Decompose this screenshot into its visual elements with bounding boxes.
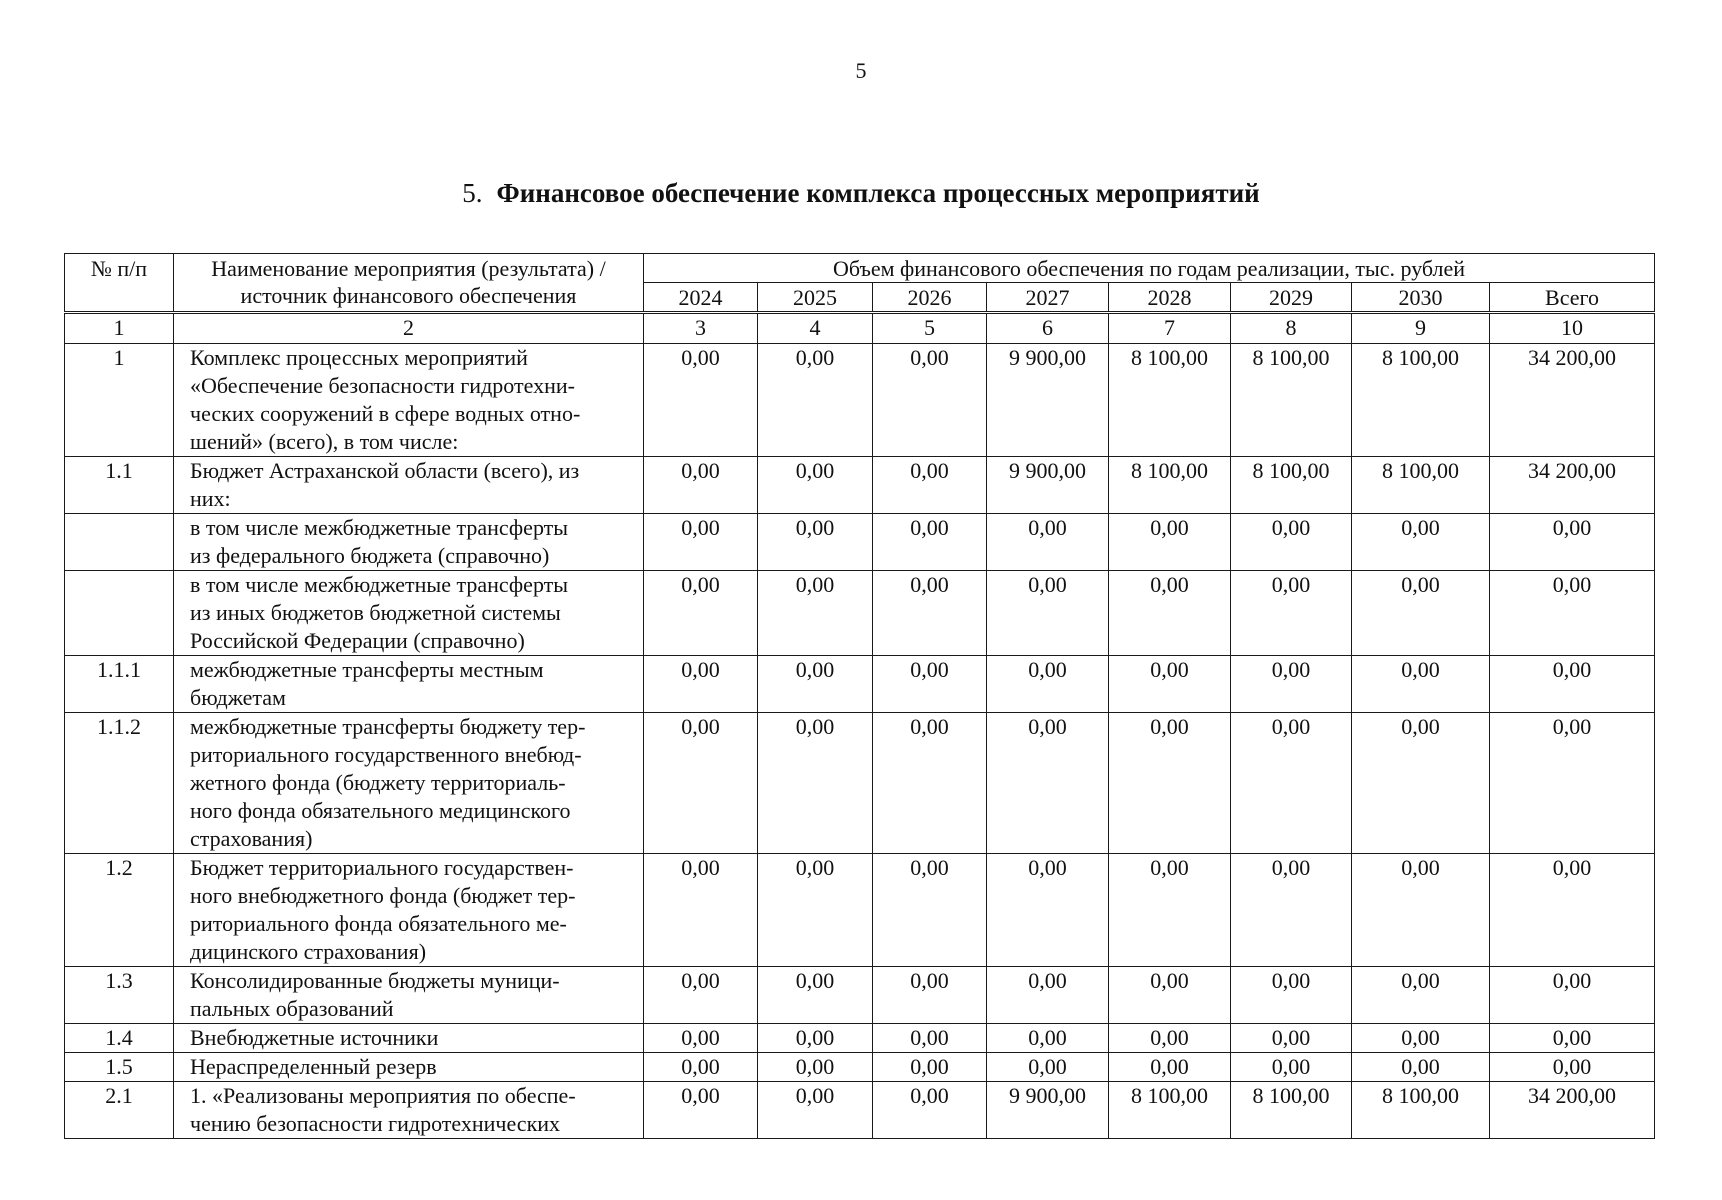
row-year-value: 8 100,00 (1352, 457, 1490, 514)
table-row (65, 713, 1655, 854)
row-year-value: 0,00 (873, 713, 987, 854)
table-row (65, 854, 1655, 967)
row-year-value: 0,00 (1109, 571, 1231, 656)
table-row (65, 1082, 1655, 1139)
row-name (174, 967, 644, 1024)
row-number: 2.1 (65, 1082, 174, 1139)
row-number: 1.2 (65, 854, 174, 967)
row-name-line: ного внебюджетного фонда (бюджет тер- (190, 883, 576, 908)
row-name (174, 571, 644, 656)
header-year: 2030 (1352, 283, 1490, 313)
table-body (65, 313, 1655, 1139)
row-year-value: 0,00 (873, 571, 987, 656)
row-year-value: 0,00 (987, 571, 1109, 656)
row-name-line: Консолидированные бюджеты муници- (190, 968, 560, 993)
row-year-value: 0,00 (987, 854, 1109, 967)
row-year-value: 0,00 (1109, 656, 1231, 713)
row-name-line: межбюджетные трансферты бюджету тер- (190, 714, 586, 739)
column-number: 7 (1109, 313, 1231, 344)
row-year-value: 0,00 (758, 571, 873, 656)
row-name-line: Бюджет территориального государствен- (190, 855, 574, 880)
row-name-line: Комплекс процессных мероприятий (190, 345, 528, 370)
row-name-line: из федерального бюджета (справочно) (190, 543, 550, 568)
page-number: 5 (855, 58, 867, 83)
table-row (65, 1053, 1655, 1082)
header-name-line: источник финансового обеспечения (240, 283, 577, 308)
row-name-line: страхования) (190, 826, 313, 851)
row-year-value: 0,00 (644, 457, 758, 514)
row-year-value: 0,00 (873, 1053, 987, 1082)
column-number: 3 (644, 313, 758, 344)
row-year-value: 0,00 (987, 713, 1109, 854)
row-number: 1.3 (65, 967, 174, 1024)
row-year-value: 8 100,00 (1231, 1082, 1352, 1139)
row-total-value: 34 200,00 (1490, 1082, 1655, 1139)
column-number: 5 (873, 313, 987, 344)
row-name-line: ческих сооружений в сфере водных отно- (190, 401, 581, 426)
row-number (65, 514, 174, 571)
row-year-value: 0,00 (1109, 1053, 1231, 1082)
row-year-value: 0,00 (987, 656, 1109, 713)
row-name-line: них: (190, 486, 231, 511)
row-name (174, 1082, 644, 1139)
row-year-value: 0,00 (644, 571, 758, 656)
section-title-text: Финансовое обеспечение комплекса процессных мероприятий (496, 178, 1260, 208)
row-name-line: риториального государственного внебюд- (190, 742, 582, 767)
column-number: 8 (1231, 313, 1352, 344)
row-year-value: 0,00 (758, 713, 873, 854)
row-year-value: 0,00 (873, 1024, 987, 1053)
section-title (0, 178, 1722, 209)
row-year-value: 0,00 (873, 514, 987, 571)
row-name-line: межбюджетные трансферты местным (190, 657, 544, 682)
row-number: 1.4 (65, 1024, 174, 1053)
row-year-value: 0,00 (873, 854, 987, 967)
row-name-line: в том числе межбюджетные трансферты (190, 515, 569, 540)
column-number: 2 (174, 313, 644, 344)
row-year-value: 8 100,00 (1352, 1082, 1490, 1139)
column-number: 1 (65, 313, 174, 344)
row-name (174, 457, 644, 514)
row-year-value: 0,00 (1231, 514, 1352, 571)
row-year-value: 8 100,00 (1231, 457, 1352, 514)
row-year-value: 0,00 (1352, 1024, 1490, 1053)
row-year-value: 0,00 (1231, 713, 1352, 854)
table-row (65, 457, 1655, 514)
row-year-value: 0,00 (873, 967, 987, 1024)
row-year-value: 0,00 (1109, 967, 1231, 1024)
row-year-value: 0,00 (1231, 571, 1352, 656)
row-number: 1 (65, 344, 174, 457)
row-year-value: 0,00 (873, 656, 987, 713)
column-number: 4 (758, 313, 873, 344)
row-year-value: 0,00 (1352, 967, 1490, 1024)
row-total-value: 0,00 (1490, 967, 1655, 1024)
row-year-value: 0,00 (1231, 854, 1352, 967)
row-year-value: 0,00 (873, 1082, 987, 1139)
row-name-line: дицинского страхования) (190, 939, 427, 964)
row-year-value: 0,00 (758, 457, 873, 514)
header-year: 2024 (644, 283, 758, 313)
row-number: 1.1.2 (65, 713, 174, 854)
row-name (174, 1024, 644, 1053)
column-number: 9 (1352, 313, 1490, 344)
row-year-value: 0,00 (1352, 713, 1490, 854)
row-name-line: Российской Федерации (справочно) (190, 628, 525, 653)
row-year-value: 0,00 (1352, 514, 1490, 571)
row-year-value: 0,00 (758, 514, 873, 571)
row-total-value: 0,00 (1490, 1053, 1655, 1082)
row-year-value: 8 100,00 (1352, 344, 1490, 457)
row-name-line: жетного фонда (бюджету территориаль- (190, 770, 566, 795)
row-year-value: 0,00 (1231, 967, 1352, 1024)
row-year-value: 0,00 (758, 1053, 873, 1082)
header-name (174, 254, 644, 313)
row-year-value: 0,00 (644, 1053, 758, 1082)
table-row (65, 344, 1655, 457)
row-year-value: 0,00 (873, 457, 987, 514)
row-name-line: шений» (всего), в том числе: (190, 429, 459, 454)
row-year-value: 0,00 (644, 1082, 758, 1139)
header-num: № п/п (65, 254, 174, 313)
row-year-value: 0,00 (987, 967, 1109, 1024)
row-name (174, 713, 644, 854)
table-row (65, 656, 1655, 713)
row-year-value: 0,00 (987, 1024, 1109, 1053)
row-year-value: 0,00 (1231, 1024, 1352, 1053)
row-total-value: 0,00 (1490, 713, 1655, 854)
header-name-line: Наименование мероприятия (результата) / (211, 256, 606, 281)
row-total-value: 0,00 (1490, 656, 1655, 713)
row-name (174, 514, 644, 571)
table-row (65, 514, 1655, 571)
row-number: 1.1 (65, 457, 174, 514)
row-total-value: 34 200,00 (1490, 344, 1655, 457)
row-year-value: 0,00 (987, 514, 1109, 571)
row-year-value: 0,00 (1109, 713, 1231, 854)
row-year-value: 8 100,00 (1109, 457, 1231, 514)
row-name-line: ного фонда обязательного медицинского (190, 798, 571, 823)
row-year-value: 0,00 (644, 514, 758, 571)
row-year-value: 0,00 (644, 854, 758, 967)
row-total-value: 0,00 (1490, 1024, 1655, 1053)
row-year-value: 0,00 (644, 713, 758, 854)
row-name-line: из иных бюджетов бюджетной системы (190, 600, 561, 625)
header-year: 2027 (987, 283, 1109, 313)
table-row (65, 967, 1655, 1024)
row-name (174, 656, 644, 713)
row-number (65, 571, 174, 656)
row-year-value: 0,00 (758, 854, 873, 967)
row-year-value: 0,00 (1231, 656, 1352, 713)
row-year-value: 0,00 (644, 1024, 758, 1053)
row-name-line: 1. «Реализованы мероприятия по обеспе- (190, 1083, 576, 1108)
row-total-value: 0,00 (1490, 514, 1655, 571)
row-name (174, 344, 644, 457)
row-year-value: 0,00 (987, 1053, 1109, 1082)
row-number: 1.1.1 (65, 656, 174, 713)
row-total-value: 0,00 (1490, 854, 1655, 967)
row-year-value: 0,00 (1352, 1053, 1490, 1082)
row-year-value: 0,00 (873, 344, 987, 457)
row-year-value: 0,00 (758, 967, 873, 1024)
header-total: Всего (1490, 283, 1655, 313)
row-name-line: Нераспределенный резерв (190, 1054, 437, 1079)
row-year-value: 0,00 (1109, 1024, 1231, 1053)
row-year-value: 0,00 (1109, 854, 1231, 967)
header-year: 2026 (873, 283, 987, 313)
row-total-value: 34 200,00 (1490, 457, 1655, 514)
table-row (65, 571, 1655, 656)
section-number: 5. (462, 178, 483, 208)
table-header (65, 254, 1655, 313)
row-name-line: «Обеспечение безопасности гидротехни- (190, 373, 575, 398)
table-row (65, 1024, 1655, 1053)
column-numbers-row (65, 313, 1655, 344)
row-year-value: 0,00 (758, 656, 873, 713)
row-year-value: 0,00 (758, 344, 873, 457)
header-year: 2028 (1109, 283, 1231, 313)
row-year-value: 9 900,00 (987, 1082, 1109, 1139)
row-name-line: риториального фонда обязательного ме- (190, 911, 567, 936)
row-name-line: чению безопасности гидротехнических (190, 1111, 561, 1136)
row-name-line: Бюджет Астраханской области (всего), из (190, 458, 580, 483)
row-year-value: 8 100,00 (1109, 1082, 1231, 1139)
row-year-value: 0,00 (1231, 1053, 1352, 1082)
row-year-value: 9 900,00 (987, 457, 1109, 514)
row-name (174, 854, 644, 967)
row-year-value: 0,00 (758, 1082, 873, 1139)
header-funding-group: Объем финансового обеспечения по годам реализации, тыс. рублей (644, 254, 1655, 283)
row-year-value: 0,00 (1352, 571, 1490, 656)
row-name (174, 1053, 644, 1082)
row-name-line: бюджетам (190, 685, 286, 710)
row-year-value: 0,00 (1352, 656, 1490, 713)
row-year-value: 0,00 (758, 1024, 873, 1053)
row-total-value: 0,00 (1490, 571, 1655, 656)
row-year-value: 8 100,00 (1109, 344, 1231, 457)
header-year: 2025 (758, 283, 873, 313)
row-year-value: 0,00 (644, 967, 758, 1024)
row-name-line: пальных образований (190, 996, 394, 1021)
row-year-value: 0,00 (1352, 854, 1490, 967)
row-number: 1.5 (65, 1053, 174, 1082)
header-year: 2029 (1231, 283, 1352, 313)
row-name-line: в том числе межбюджетные трансферты (190, 572, 569, 597)
column-number: 6 (987, 313, 1109, 344)
financing-table (64, 253, 1655, 1139)
row-year-value: 8 100,00 (1231, 344, 1352, 457)
column-number: 10 (1490, 313, 1655, 344)
row-year-value: 9 900,00 (987, 344, 1109, 457)
row-year-value: 0,00 (644, 656, 758, 713)
row-year-value: 0,00 (1109, 514, 1231, 571)
row-name-line: Внебюджетные источники (190, 1025, 439, 1050)
row-year-value: 0,00 (644, 344, 758, 457)
